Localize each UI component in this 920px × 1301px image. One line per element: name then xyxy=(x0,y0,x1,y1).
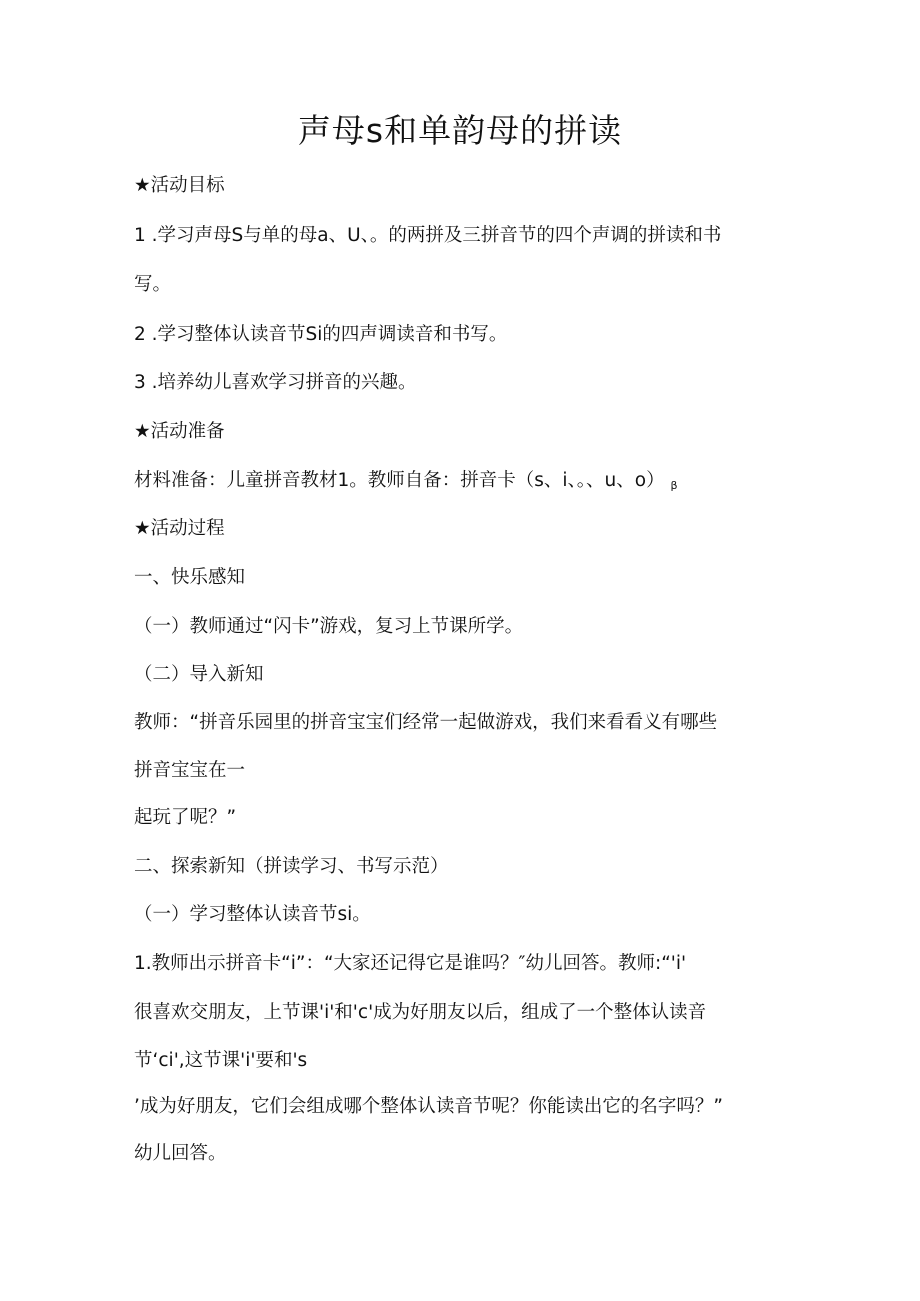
paragraph-line-4: ’成为好朋友，它们会组成哪个整体认读音节呢？你能读出它的名字吗？” xyxy=(134,1096,723,1117)
teacher-quote-line-3: 起玩了呢？” xyxy=(134,807,237,828)
step-1-part-1: （一）教师通过“闪卡”游戏，复习上节课所学。 xyxy=(134,616,524,637)
paragraph-line-2: 很喜欢交朋友，上节课'i'和'c'成为好朋友以后，组成了一个整体认读音 xyxy=(134,1002,707,1023)
materials-suffix-mark: β xyxy=(670,479,678,492)
objective-1-line-1: 1 .学习声母S与单的母a、U、。的两拼及三拼音节的四个声调的拼读和书 xyxy=(134,225,722,246)
objective-1-line-2: 写。 xyxy=(134,274,172,295)
step-1-heading: 一、快乐感知 xyxy=(134,567,246,588)
step-2-heading: 二、探索新知（拼读学习、书写示范） xyxy=(134,856,449,877)
section-heading-preparation: ★活动准备 xyxy=(134,421,225,442)
paragraph-line-1: 1.教师出示拼音卡“i”：“大家还记得它是谁吗？″幼儿回答。教师:“'i' xyxy=(134,953,687,974)
materials-line xyxy=(134,468,678,499)
paragraph-line-5: 幼儿回答。 xyxy=(134,1143,227,1164)
paragraph-line-3: 节‘ci',这节课'i'要和's xyxy=(134,1050,308,1071)
objective-3: 3 .培养幼儿喜欢学习拼音的兴趣。 xyxy=(134,372,417,393)
section-heading-process: ★活动过程 xyxy=(134,518,225,539)
teacher-quote-line-1: 教师：“拼音乐园里的拼音宝宝们经常一起做游戏，我们来看看义有哪些 xyxy=(134,712,718,733)
teacher-quote-line-2: 拼音宝宝在一 xyxy=(134,760,246,781)
step-2-part-1: （一）学习整体认读音节si。 xyxy=(134,904,371,925)
materials-text: 材料准备：儿童拼音教材1。教师自备：拼音卡（s、i、。、u、o） xyxy=(134,470,665,491)
objective-2: 2 .学习整体认读音节Si的四声调读音和书写。 xyxy=(134,324,508,345)
section-heading-objectives: ★活动目标 xyxy=(134,175,225,196)
step-1-part-2: （二）导入新知 xyxy=(134,664,264,685)
document-title: 声母s和单韵母的拼读 xyxy=(297,111,623,150)
